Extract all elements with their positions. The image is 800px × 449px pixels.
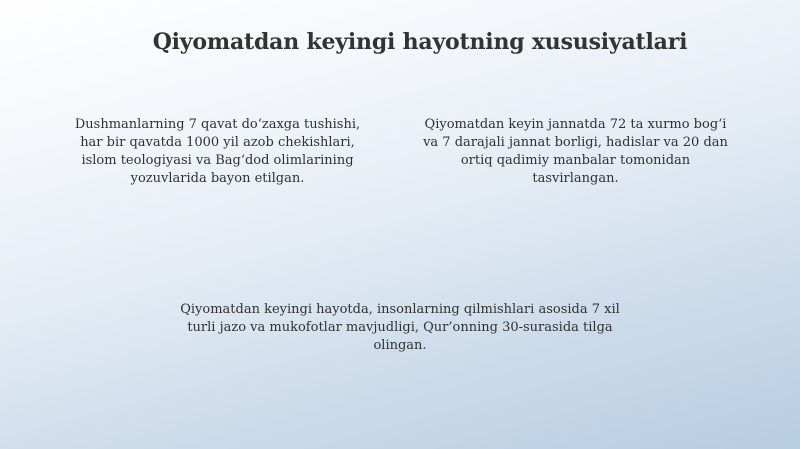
paragraph-left: Dushmanlarning 7 qavat do‘zaxga tushishi, har bir qavatda 1000 yil azob chekishlari, islom teologiyasi va Bag‘dod olimlarining yozuvlarida bayon etilgan. — [74, 117, 361, 186]
paragraph-bottom: Qiyomatdan keyingi hayotda, insonlarning qilmishlari asosida 7 xil turli jazo va mukofotlar mavjudligi, Qur’onning 30-surasida tilga olingan. — [180, 302, 620, 353]
slide-title: Qiyomatdan keyingi hayotning xususiyatlari — [152, 29, 688, 55]
paragraph-right: Qiyomatdan keyin jannatda 72 ta xurmo bog‘i va 7 darajali jannat borligi, hadislar va 20 dan ortiq qadimiy manbalar tomonidan tasvirlangan. — [423, 117, 728, 186]
